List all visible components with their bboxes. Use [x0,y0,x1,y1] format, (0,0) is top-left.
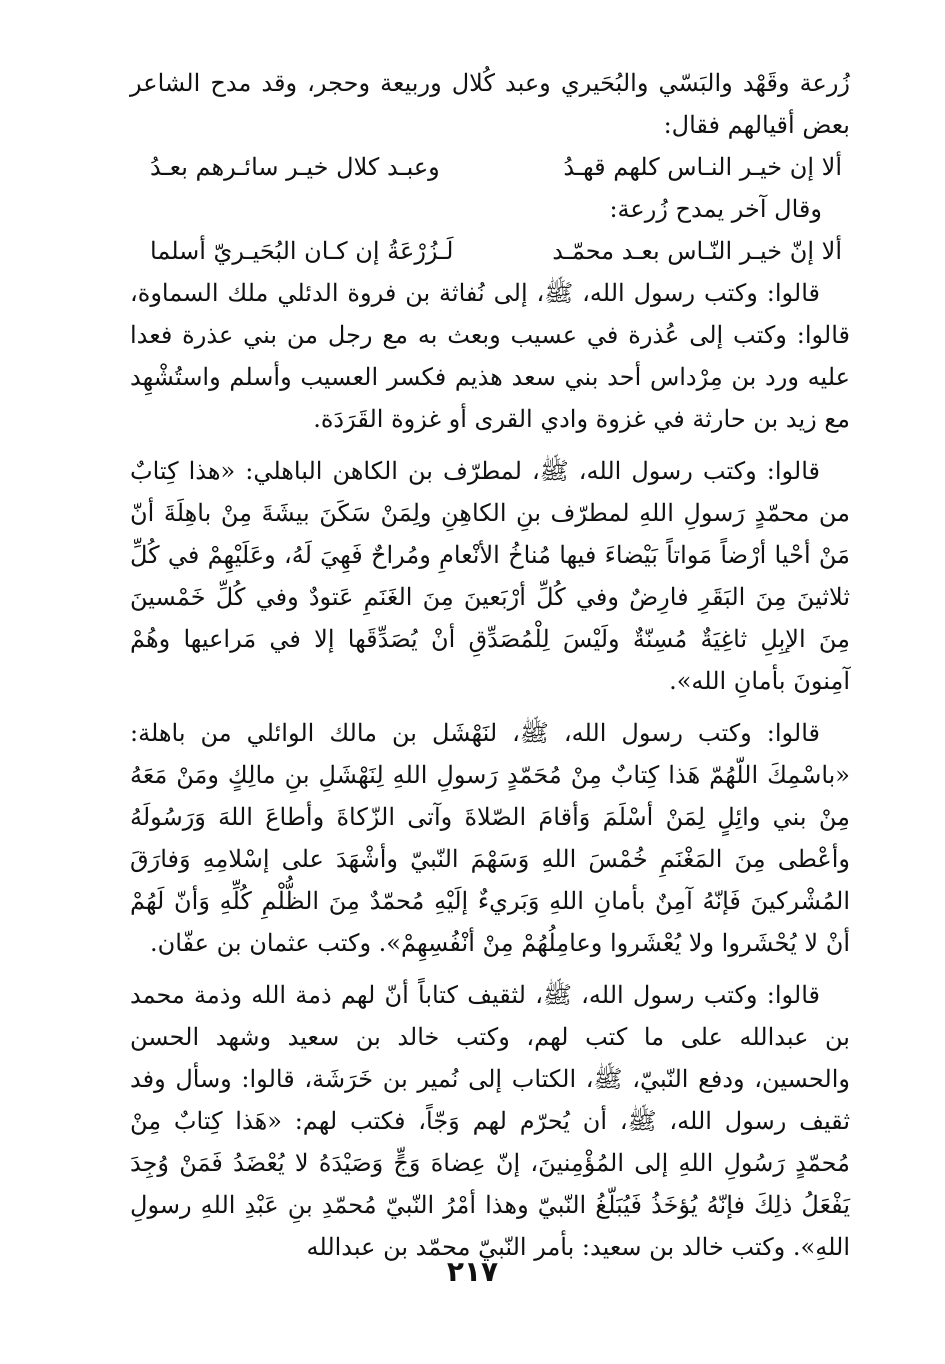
paragraph-nahshal: قالوا: وكتب رسول الله، ﷺ، لنَهْشَل بن مالك الوائلي من باهلة: «باسْمِكَ اللّهُمّ هَذا كِتابٌ مِنْ مُحَمّدٍ رَسولِ اللهِ لِنَهْشَلِ بنِ مالِكٍ ومَنْ مَعَهُ مِنْ بني وائِلٍ لِمَنْ أسْلَمَ وَأقامَ الصّلاةَ وآتى الزّكاةَ وأطاعَ اللهَ وَرَسُولَهُ وأعْطى مِنَ المَغْنَمِ خُمْسَ اللهِ وَسَهْمَ النّبيّ وأشْهَدَ على إسْلامِهِ وَفارَقَ المُشْركينَ فَإنّهُ آمِنٌ بأمانِ اللهِ وَبَريءٌ إلَيْهِ مُحمّدٌ مِنَ الظُّلْمِ كُلِّهِ وَأنّ لَهُمْ أنْ لا يُحْشَروا ولا يُعْشَروا وعامِلُهُمْ مِنْ أنْفُسِهِمْ». وكتب عثمان بن عفّان. [130,719,850,957]
verse-2-first-hemistich: ألا إنّ خيـر النّـاس بعـد محمّـد [552,237,842,265]
verse-1-second-hemistich: وعبـد كلال خيـر سائـرهم بعـدُ [150,153,440,181]
opening-paragraph: زُرعة وقَهْد والبَسّي والبُحَيري وعبد كُلال وربيعة وحجر، وقد مدح الشاعر بعض أقيالهم فقال: [130,69,850,139]
page-number: ٢١٧ [446,1255,499,1288]
paragraph-thaqif: قالوا: وكتب رسول الله، ﷺ، لثقيف كتاباً أنّ لهم ذمة الله وذمة محمد بن عبدالله على ما كتب لهم، وكتب خالد بن سعيد وشهد الحسن والحسين، ودفع النّبيّ، ﷺ، الكتاب إلى نُمير بن خَرَشَة، قالوا: وسأل وفد ثقيف رسول الله، ﷺ، أن يُحرّم لهم وَجّاً، فكتب لهم: «هَذا كِتابٌ مِنْ مُحمّدٍ رَسُولِ اللهِ إلى المُؤْمِنينَ، إنّ عِضاهَ وَجٍّ وَصَيْدَهُ لا يُعْضَدُ فَمَنْ وُجِدَ يَفْعَلُ ذلِكَ فإنّهُ يُؤخَذُ فَيُبَلّغُ النّبيّ وهذا أمْرُ النّبيّ مُحمّدِ بنِ عَبْدِ اللهِ رسولِ اللهِ». وكتب خالد بن سعيد: بأمر النّبيّ محمّد بن عبدالله [130,981,850,1261]
verse-1 [130,146,850,188]
paragraph-mutarrif: قالوا: وكتب رسول الله، ﷺ، لمطرّف بن الكاهن الباهلي: «هذا كِتابٌ من محمّدٍ رَسولِ اللهِ لمطرّف بنِ الكاهِنِ ولِمَنْ سَكَنَ بيشَةَ مِنْ باهِلَةَ أنّ مَنْ أحْيا أرْضاً مَواتاً بَيْضاءَ فيها مُناخُ الأنْعامِ ومُراحٌ فَهِيَ لَهُ، وعَلَيْهِمْ في كُلِّ ثلاثينَ مِنَ البَقَرِ فارِضٌ وفي كُلِّ أرْبَعينَ مِنَ الغَنَمِ عَتودٌ وفي كُلِّ خَمْسينَ مِنَ الإبِلِ ثاغِيَةٌ مُسِنّةٌ ولَيْسَ لِلْمُصَدِّقِ أنْ يُصَدِّقَها إلا في مَراعيها وهُمْ آمِنونَ بأمانِ الله». [130,457,850,695]
paragraph-nufatha: قالوا: وكتب رسول الله، ﷺ، إلى نُفاثة بن فروة الدئلي ملك السماوة، قالوا: وكتب إلى عُذرة في عسيب وبعث به مع رجل من بني عذرة فعدا عليه ورد بن مِرْداس أحد بني سعد هذيم فكسر العسيب وأسلم واستُشْهِد مع زيد بن حارثة في غزوة وادي القرى أو غزوة القَرَدَة. [130,279,850,433]
book-page [130,62,850,1268]
verse-1-first-hemistich: ألا إن خيـر النـاس كلهم قهـدُ [563,153,842,181]
verse-2-intro: وقال آخر يمدح زُرعة: [609,195,822,223]
verse-2-second-hemistich: لَـزُرْعَةُ إن كـان البُحَيـريّ أسلما [150,237,454,265]
verse-2 [130,230,850,272]
